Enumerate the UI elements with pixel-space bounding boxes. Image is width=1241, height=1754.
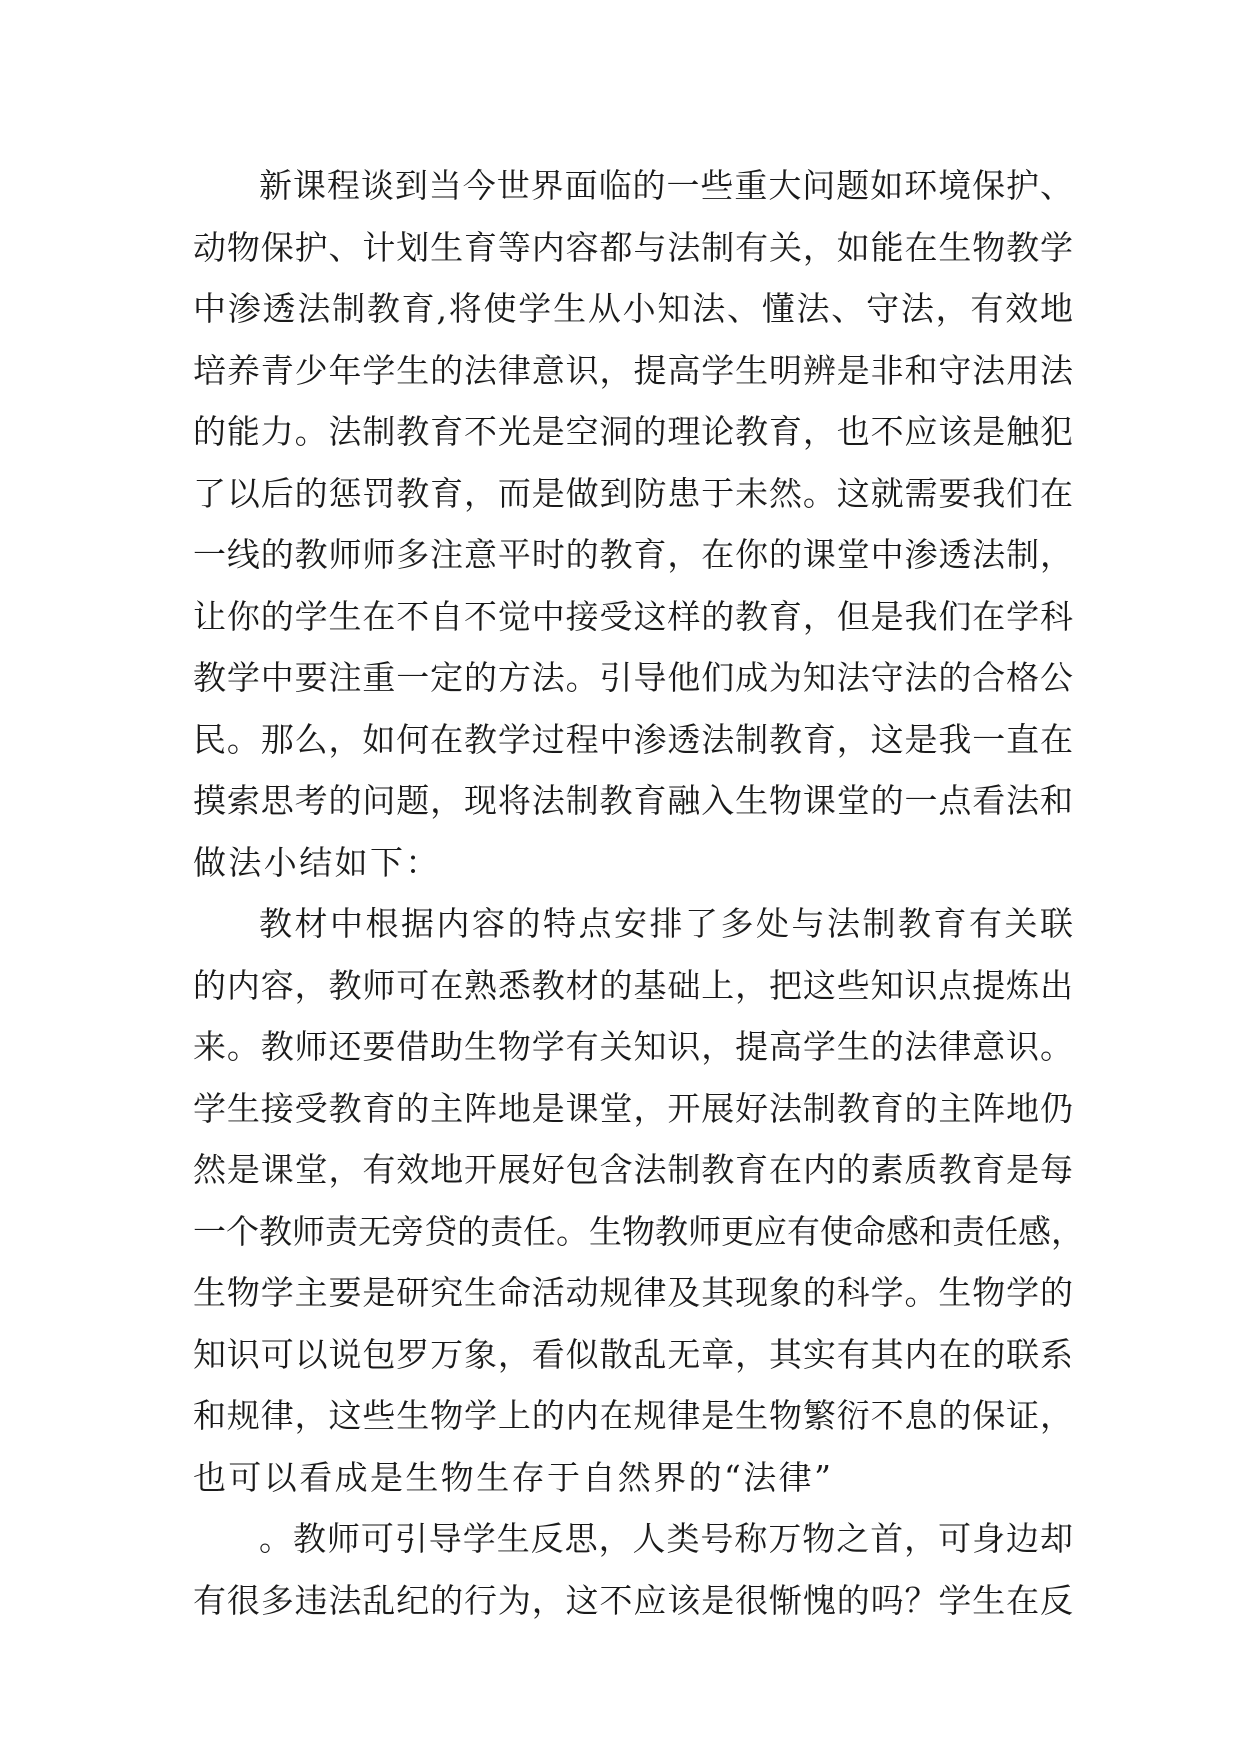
- text-line: 和规律，这些生物学上的内在规律是生物繁衍不息的保证，: [193, 1396, 1073, 1435]
- text-line: 生物学主要是研究生命活动规律及其现象的科学。生物学的: [193, 1273, 1073, 1312]
- text-line: 动物保护、计划生育等内容都与法制有关，如能在生物教学: [193, 227, 1073, 267]
- text-line: 新课程谈到当今世界面临的一些重大问题如环境保护、: [259, 166, 1073, 205]
- text-line: 民。那么，如何在教学过程中渗透法制教育，这是我一直在: [193, 719, 1073, 759]
- text-line: 的能力。法制教育不光是空洞的理论教育，也不应该是触犯: [193, 412, 1073, 451]
- text-line: 一线的教师师多注意平时的教育，在你的课堂中渗透法制，: [193, 535, 1073, 574]
- text-line: 中渗透法制教育,将使学生从小知法、懂法、守法，有效地: [193, 289, 1073, 328]
- text-line: 然是课堂，有效地开展好包含法制教育在内的素质教育是每: [193, 1150, 1073, 1189]
- text-line: 知识可以说包罗万象，看似散乱无章，其实有其内在的联系: [193, 1334, 1073, 1374]
- text-line: 有很多违法乱纪的行为，这不应该是很惭愧的吗？学生在反: [193, 1580, 1073, 1620]
- text-line: 也可以看成是生物生存于自然界的“法律”: [193, 1457, 834, 1497]
- text-line: 学生接受教育的主阵地是课堂，开展好法制教育的主阵地仍: [193, 1088, 1073, 1128]
- text-line: 让你的学生在不自不觉中接受这样的教育，但是我们在学科: [193, 596, 1073, 636]
- text-line: 了以后的惩罚教育，而是做到防患于未然。这就需要我们在: [193, 473, 1073, 513]
- text-line: 来。教师还要借助生物学有关知识，提高学生的法律意识。: [193, 1027, 1073, 1066]
- text-line: 做法小结如下：: [193, 842, 441, 882]
- text-line: 摸索思考的问题，现将法制教育融入生物课堂的一点看法和: [193, 781, 1073, 820]
- text-line: 培养青少年学生的法律意识，提高学生明辨是非和守法用法: [193, 350, 1073, 390]
- text-line: 教学中要注重一定的方法。引导他们成为知法守法的合格公: [193, 658, 1073, 697]
- text-line: 。教师可引导学生反思，人类号称万物之首，可身边却: [259, 1519, 1073, 1558]
- text-line: 的内容，教师可在熟悉教材的基础上，把这些知识点提炼出: [193, 965, 1073, 1005]
- text-line: 一个教师责无旁贷的责任。生物教师更应有使命感和责任感，: [193, 1211, 1084, 1251]
- text-line: 教材中根据内容的特点安排了多处与法制教育有关联: [259, 904, 1073, 943]
- body-text: [193, 155, 1084, 1631]
